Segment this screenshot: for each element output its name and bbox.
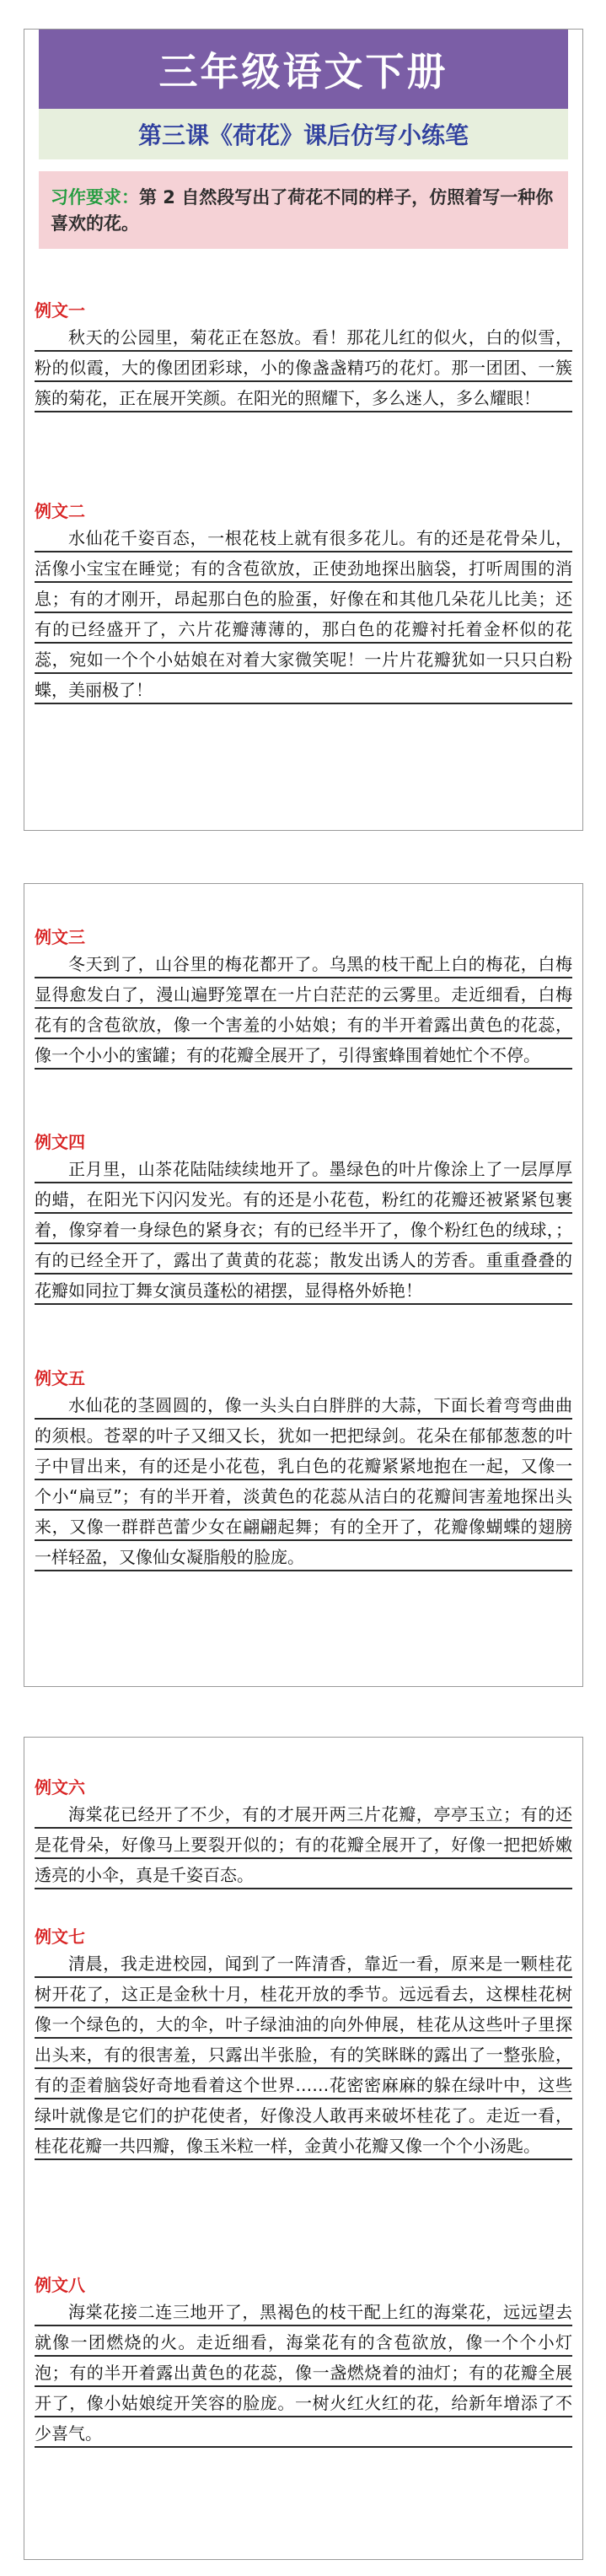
example-3-title: 例文三 xyxy=(35,927,85,947)
lesson-subtitle: 第三课《荷花》课后仿写小练笔 xyxy=(39,109,568,159)
example-4-text: 正月里，山茶花陆陆续续地开了。墨绿色的叶片像涂上了一层厚厚的蜡，在阳光下闪闪发光。有的还是小花苞，粉红的花瓣还被紧紧包裹着，像穿着一身绿色的紧身衣；有的已经半开了，像个粉红色的绒球，；有的已经全开了，露出了黄黄的花蕊；散发出诱人的芳香。重重叠叠的花瓣如同拉丁舞女演员蓬松的裙摆，显得格外娇艳！ xyxy=(35,1154,572,1306)
example-8-title: 例文八 xyxy=(35,2275,85,2295)
example-1-text: 秋天的公园里，菊花正在怒放。看！那花儿红的似火，白的似雪，粉的似霞，大的像团团彩球，小的像盏盏精巧的花灯。那一团团、一簇簇的菊花，正在展开笑颜。在阳光的照耀下，多么迷人，多么耀眼！ xyxy=(35,322,572,413)
example-7-title: 例文七 xyxy=(35,1927,85,1947)
worksheet-card-3 xyxy=(24,1737,583,2560)
requirement-label: 习作要求： xyxy=(51,187,139,207)
example-2-text: 水仙花千姿百态，一根花枝上就有很多花儿。有的还是花骨朵儿，活像小宝宝在睡觉；有的含苞欲放，正使劲地探出脑袋，打听周围的消息；有的才刚开，昂起那白色的脸蛋，好像在和其他几朵花儿比美；还有的已经盛开了，六片花瓣薄薄的，那白色的花瓣衬托着金杯似的花蕊，宛如一个个小姑娘在对着大家微笑呢！一片片花瓣犹如一只只白粉蝶，美丽极了！ xyxy=(35,523,572,705)
example-5-title: 例文五 xyxy=(35,1368,85,1388)
worksheet-card-1 xyxy=(24,29,583,831)
writing-requirement xyxy=(39,171,568,249)
example-3-text: 冬天到了，山谷里的梅花都开了。乌黑的枝干配上白的梅花，白梅显得愈发白了，漫山遍野笼罩在一片白茫茫的云雾里。走近细看，白梅花有的含苞欲放，像一个害羞的小姑娘；有的半开着露出黄色的花蕊，像一个小小的蜜罐；有的花瓣全展开了，引得蜜蜂围着她忙个不停。 xyxy=(35,949,572,1070)
example-1-title: 例文一 xyxy=(35,300,85,321)
example-6-text: 海棠花已经开了不少，有的才展开两三片花瓣，亭亭玉立；有的还是花骨朵，好像马上要裂开似的；有的花瓣全展开了，好像一把把娇嫩透亮的小伞，真是千姿百态。 xyxy=(35,1799,572,1890)
requirement-text: 第 2 自然段写出了荷花不同的样子，仿照着写一种你喜欢的花。 xyxy=(51,187,554,234)
worksheet-card-2 xyxy=(24,883,583,1687)
example-5-text: 水仙花的茎圆圆的，像一头头白白胖胖的大蒜，下面长着弯弯曲曲的须根。苍翠的叶子又细又长，犹如一把把绿剑。花朵在郁郁葱葱的叶子中冒出来，有的还是小花苞，乳白色的花瓣紧紧地抱在一起，又像一个小“扁豆”；有的半开着，淡黄色的花蕊从洁白的花瓣间害羞地探出头来，又像一群群芭蕾少女在翩翩起舞；有的全开了，花瓣像蝴蝶的翅膀一样轻盈，又像仙女凝脂般的脸庞。 xyxy=(35,1390,572,1572)
page-title: 三年级语文下册 xyxy=(39,30,568,109)
example-8-text: 海棠花接二连三地开了，黑褐色的枝干配上红的海棠花，远远望去就像一团燃烧的火。走近细看，海棠花有的含苞欲放，像一个个小灯泡；有的半开着露出黄色的花蕊，像一盏燃烧着的油灯；有的花瓣全展开了，像小姑娘绽开笑容的脸庞。一树火红火红的花，给新年增添了不少喜气。 xyxy=(35,2297,572,2449)
example-4-title: 例文四 xyxy=(35,1132,85,1152)
example-7-text: 清晨，我走进校园，闻到了一阵清香，靠近一看，原来是一颗桂花树开花了，这正是金秋十月，桂花开放的季节。远远看去，这棵桂花树像一个绿色的，大的伞，叶子绿油油的向外伸展，桂花从这些叶子里探出头来，有的很害羞，只露出半张脸，有的笑眯眯的露出了一整张脸，有的歪着脑袋好奇地看着这个世界……花密密麻麻的躲在绿叶中，这些绿叶就像是它们的护花使者，好像没人敢再来破坏桂花了。走近一看，桂花花瓣一共四瓣，像玉米粒一样，金黄小花瓣又像一个个小汤匙。 xyxy=(35,1948,572,2161)
example-2-title: 例文二 xyxy=(35,501,85,521)
example-6-title: 例文六 xyxy=(35,1777,85,1797)
